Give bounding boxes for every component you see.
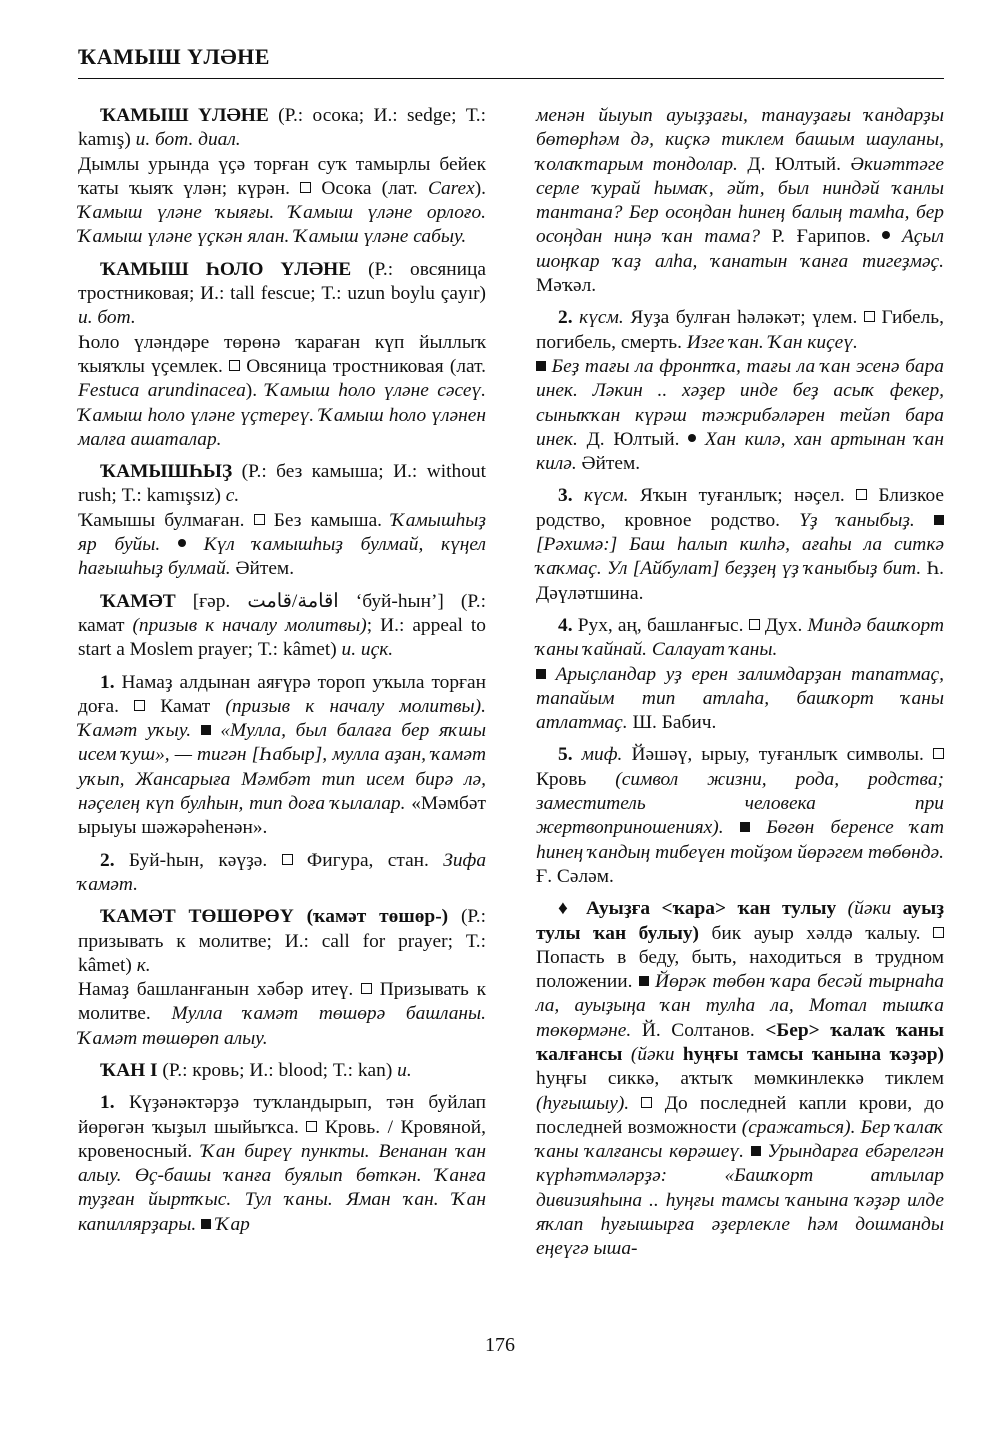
quotation: Урындарға ебәрелгән күрһәтмәләрҙә: «Башҡорт атлылар дивизияһына .. һуңғы тамсы ҡанына ҡәҙәр илде яҡлап һуғышырға әҙерлекле һәм дошманды еңеүгә ыша- bbox=[536, 1141, 944, 1260]
entry-kamyshhyz bbox=[78, 460, 486, 581]
sense-number: 3. bbox=[558, 485, 573, 507]
russian-equivalent: Кровь. / Кровяной, кровеносный. bbox=[78, 1116, 486, 1162]
square-icon bbox=[361, 983, 372, 994]
definition: бик ауыр хәлдә ҡалыу. bbox=[699, 922, 933, 944]
right-column bbox=[536, 104, 944, 1270]
square-icon bbox=[282, 854, 293, 865]
black-square-icon bbox=[201, 725, 211, 735]
quotation: менән йыуып ауыҙҙағы, танауҙағы ҡандарҙы бөтөрһәм дә, киҫкә тиклем башым шауланы, ҡолаҡтарым тондолар. bbox=[536, 105, 944, 175]
examples: Үҙ ҡаныбыҙ. bbox=[799, 509, 915, 531]
source: Д. Юлтый. bbox=[737, 153, 851, 175]
black-square-icon bbox=[751, 1146, 761, 1156]
grammar-label: к. bbox=[136, 954, 151, 976]
black-square-icon bbox=[536, 361, 546, 371]
square-icon bbox=[229, 360, 240, 371]
examples: Ҡамыш үләне ҡыяғы. Ҡамыш үләне орлоғо. Ҡамыш үләне үҫкән ялан. Ҡамыш үләне сабыу. bbox=[78, 202, 486, 248]
page-number: 176 bbox=[485, 1334, 515, 1356]
square-icon bbox=[641, 1097, 652, 1108]
definition: Дымлы урында үҫә торған суҡ тамырлы бейек ҡаты ҡыяҡ үлән; күрән. bbox=[78, 153, 486, 199]
sense-1 bbox=[78, 1091, 486, 1237]
russian-note: (символ жизни, рода, родства; заместитель человека при жертвоприношениях). bbox=[536, 768, 944, 839]
sense-number: 2. bbox=[100, 849, 115, 871]
definition: Ҡамышы булмаған. bbox=[78, 509, 254, 531]
black-square-icon bbox=[639, 976, 649, 986]
usage-label: күсм. bbox=[572, 485, 629, 507]
source: Әйтем. bbox=[230, 558, 295, 580]
square-icon bbox=[933, 927, 944, 938]
translations: (Р.: призывать к молитве; И.: call for prayer; Т.: kâmet) bbox=[78, 906, 486, 976]
sense-2 bbox=[536, 306, 944, 476]
translations-cont: ; И.: appeal to start a Moslem prayer; Т.: kâmet) bbox=[78, 614, 486, 661]
quotation-start: Ҡар bbox=[211, 1213, 250, 1235]
quotation: Әкиәттәге серле ҡурай һымаҡ, әйт, был ниндәй ҡанлы тантана? Бер осоңдан һинең балың тамһа, бер осоңдан ниңә ҡан тама? bbox=[536, 153, 944, 248]
grammar-label: и. бот. bbox=[78, 307, 136, 329]
sense-number: 1. bbox=[100, 671, 115, 693]
russian-equivalent: Овсяница тростниковая (лат. bbox=[240, 355, 486, 377]
idiom-variant: ауыҙ тулы ҡан булыу) bbox=[536, 898, 945, 944]
sense-4 bbox=[536, 614, 944, 735]
quotation: [Рәхимә:] Баш һалып килһә, ағаһы ла ситкә ҡаҡмаҫ. Ул [Айбулат] беҙҙең үҙ ҡаныбыҙ бит. bbox=[536, 534, 944, 580]
definition: Буй-һын, кәүҙә. bbox=[114, 849, 282, 871]
russian-equivalent: Гибель, погибель, смерть. bbox=[536, 307, 944, 353]
russian-equivalent: Фигура, стан. bbox=[292, 849, 444, 871]
translations: (Р.: без камыша; И.: without rush; Т.: kamışsız) bbox=[78, 461, 486, 507]
grammar-label: с. bbox=[225, 485, 240, 507]
black-square-icon bbox=[201, 1219, 211, 1229]
quotation: Бөгөн беренсе ҡат һинең ҡандың тибеүен тойҙом йөрәгем төбөндә. bbox=[536, 817, 944, 863]
quotation-continued bbox=[536, 104, 944, 298]
definition: Намаҙ алдынан аяғүрә тороп уҡыла торған доға. bbox=[78, 671, 486, 717]
russian-equivalent: Камат bbox=[145, 695, 226, 717]
square-icon bbox=[933, 748, 944, 759]
proverb: Хан килә, хан артынан ҡан килә. bbox=[536, 428, 944, 475]
examples: Бер ҡалаҡ ҡаны ҡалғансы көрәшеү. bbox=[536, 1116, 945, 1163]
square-icon bbox=[300, 182, 311, 193]
sense-2 bbox=[78, 849, 486, 898]
idiom-headword: ♦ Ауыҙға <ҡара> ҡан тулыу bbox=[558, 898, 837, 920]
sense-number: 1. bbox=[100, 1092, 115, 1114]
definition: Һоло үләндәре төрөнә ҡараған күп йыллыҡ ҡыяҡлы үҫемлек. bbox=[78, 331, 486, 377]
text: ). bbox=[245, 380, 266, 402]
sense-number: 5. bbox=[558, 744, 573, 766]
russian-equivalent: Осока (лат. bbox=[311, 177, 429, 199]
translations: (Р.: кровь; И.: blood; Т.: kan) bbox=[157, 1059, 398, 1081]
black-square-icon bbox=[934, 515, 944, 525]
black-square-icon bbox=[536, 669, 546, 679]
grammar-label: и. бот. диал. bbox=[135, 129, 241, 151]
entry-kamat bbox=[78, 590, 486, 663]
definition: Рух, аң, башланғыс. bbox=[572, 614, 749, 636]
definition: Яҡын туғанлыҡ; нәҫел. bbox=[628, 485, 857, 507]
quotation: Йөрәк төбөн ҡара бесәй тырнаһа ла, ауыҙыңа ҡан тулһа ла, Мотал тышҡа төкөрмәне. bbox=[536, 971, 945, 1041]
translations: (Р.: овсяница тростниковая; И.: tall fescue; Т.: uzun boylu çayır) bbox=[78, 258, 487, 305]
examples: Изге ҡан. Ҡан киҫеү. bbox=[686, 331, 858, 353]
square-icon bbox=[254, 514, 265, 525]
sense-3 bbox=[536, 484, 944, 605]
latin-name: Festuca arundinacea bbox=[78, 380, 246, 402]
headword: ҠАМЫШҺЫҘ bbox=[100, 461, 233, 483]
usage-label: күсм. bbox=[572, 307, 624, 329]
headword: ҠАМЫШ ҺОЛО ҮЛӘНЕ bbox=[100, 258, 352, 280]
definition: Яуҙа булған һәләкәт; үлем. bbox=[623, 307, 864, 329]
proverb: Күл ҡамышһыҙ булмай, күңел һағышһыҙ булмай. bbox=[78, 534, 486, 580]
bullet-icon bbox=[688, 434, 696, 442]
definition: Йәшәү, ырыу, туғанлыҡ символы. bbox=[622, 744, 933, 766]
entry-kan-1 bbox=[78, 1059, 486, 1083]
variant-label: (йәки bbox=[836, 898, 892, 920]
source: Й. Солтанов. bbox=[631, 1019, 766, 1041]
idiom-headword: <Бер> ҡалаҡ ҡаны ҡалғансы bbox=[536, 1019, 944, 1065]
left-column bbox=[78, 104, 486, 1245]
header-rule bbox=[78, 78, 944, 79]
source: Д. Юлтый. bbox=[577, 428, 689, 450]
quotation: Арыҫландар уҙ ерен залимдарҙан тапатмаҫ, тапайым тип атлаһа, башҡорт ҡаны атлатмаҫ. bbox=[536, 663, 944, 734]
headword-variant: (ҡамәт төшөр-) bbox=[293, 906, 449, 928]
grammar-label: и. иҫк. bbox=[341, 639, 394, 661]
examples: Миндә башҡорт ҡаны ҡайнай. Салауат ҡаны. bbox=[536, 614, 944, 661]
sense-5 bbox=[536, 743, 944, 889]
source: Әйтем. bbox=[576, 453, 641, 475]
headword: ҠАМӘТ ТӨШӨРӨҮ bbox=[100, 906, 294, 928]
source: Мәҡәл. bbox=[536, 275, 597, 297]
square-icon bbox=[306, 1121, 317, 1132]
sense-1 bbox=[78, 671, 486, 841]
examples: Ҡамыш һоло үләне сәсеү. Ҡамыш һоло үләне үҫтереү. Ҡамыш һоло үләнен малға ашаталар. bbox=[78, 380, 486, 450]
bullet-icon bbox=[178, 539, 186, 547]
source: «Мәмбәт ырыуы шәжәрәһенән». bbox=[78, 793, 486, 839]
proverb: Аҫыл шоңҡар ҡаҙ алһа, ҡанатын ҡанға тигеҙмәҫ. bbox=[536, 226, 944, 272]
headword: ҠАМЫШ ҮЛӘНЕ bbox=[100, 105, 269, 126]
russian-equivalent: Попасть в беду, быть, находиться в трудном положении. bbox=[536, 946, 944, 993]
square-icon bbox=[749, 619, 760, 630]
translation-note: (призыв к началу молитвы) bbox=[132, 614, 367, 636]
sense-number: 4. bbox=[558, 614, 573, 636]
headword: ҠАМӘТ bbox=[100, 590, 176, 612]
russian-equivalent: Без камыша. bbox=[264, 509, 392, 531]
headword: ҠАН I bbox=[100, 1059, 158, 1081]
examples: Ҡамәт уҡыу. bbox=[78, 720, 201, 742]
source: Һ. Дәүләтшина. bbox=[536, 558, 944, 604]
sense-number: 2. bbox=[558, 307, 573, 329]
quotation: Беҙ тағы ла фронтҡа, тағы ла ҡан эсенә бара инек. Ләкин .. хәҙер инде беҙ асыҡ фекер, сыныҡҡан күрәш тәжрибәләрен тейәп бара инек. bbox=[536, 355, 944, 450]
source: Ғ. Сәләм. bbox=[536, 865, 614, 887]
translations: (Р.: осока; И.: sedge; Т.: kamış) bbox=[78, 105, 486, 151]
quotation: «Мулла, был балаға бер яҡшы исем ҡуш», — тигән [Һабыр], мулла аҙан, ҡамәт уҡып, Жансарыға Мәмбәт тип исем бирә лә, нәҫелең күп булһын, тип доға ҡылалар. bbox=[78, 720, 486, 815]
definition: һуңғы сиккә, аҡтыҡ мөмкинлеккә тиклем bbox=[536, 1068, 944, 1090]
definition-note: (һуғышыу). bbox=[536, 1092, 630, 1114]
examples: Зифа ҡамәт. bbox=[78, 849, 487, 895]
translations: [ғәр. اقامة/قامت ‘буй-һын’] (Р.: камат bbox=[78, 590, 486, 636]
latin-name: Carex bbox=[428, 177, 475, 199]
entry-kamat-toshoroy bbox=[78, 905, 486, 1051]
examples: Мулла ҡамәт төшөрә башланы. Ҡамәт төшөрөп алыу. bbox=[78, 1003, 486, 1049]
entry-kamysh-ulane bbox=[78, 104, 486, 250]
source: Ш. Бабич. bbox=[627, 712, 717, 734]
russian-equivalent: Призывать к молитве. bbox=[78, 979, 487, 1025]
running-head: ҠАМЫШ ҮЛӘНЕ bbox=[78, 44, 270, 69]
grammar-label: и. bbox=[397, 1059, 412, 1081]
source: Р. Ғарипов. bbox=[760, 226, 883, 248]
square-icon bbox=[864, 311, 875, 322]
square-icon bbox=[134, 700, 145, 711]
entry-kamysh-holo-ulane bbox=[78, 258, 486, 452]
russian-note: (призыв к началу молитвы). bbox=[225, 695, 486, 717]
definition: Күҙәнәктәрҙә туҡландырып, тән буйлап йөрөгән ҡыҙыл шыйыҡса. bbox=[78, 1092, 486, 1138]
definition: Намаҙ башланғанын хәбәр итеү. bbox=[78, 979, 361, 1001]
black-square-icon bbox=[740, 822, 750, 832]
examples: Ҡан биреү пункты. Венанан ҡан алыу. Өҫ-башы ҡанға буялып бөткән. Ҡанға туҙған йыртҡыс. Тул ҡаны. Яман ҡан. Ҡан капиллярҙары. bbox=[78, 1140, 486, 1235]
square-icon bbox=[856, 489, 867, 500]
phraseology bbox=[536, 897, 944, 1261]
text: ). bbox=[474, 177, 486, 199]
russian-note: (сражаться). bbox=[741, 1116, 856, 1138]
variant-label: (йәки bbox=[622, 1043, 675, 1065]
idiom-variant: һуңғы тамсы ҡанына ҡәҙәр) bbox=[674, 1043, 945, 1065]
russian-equivalent: Кровь bbox=[536, 768, 616, 790]
russian-equivalent: До последней капли крови, до последней возможности bbox=[536, 1092, 944, 1138]
examples: Ҡамышһыҙ яр буйы. bbox=[78, 509, 486, 556]
russian-equivalent: Дух. bbox=[759, 614, 808, 636]
usage-label: миф. bbox=[572, 744, 623, 766]
russian-equivalent: Близкое родство, кровное родство. bbox=[536, 485, 944, 531]
